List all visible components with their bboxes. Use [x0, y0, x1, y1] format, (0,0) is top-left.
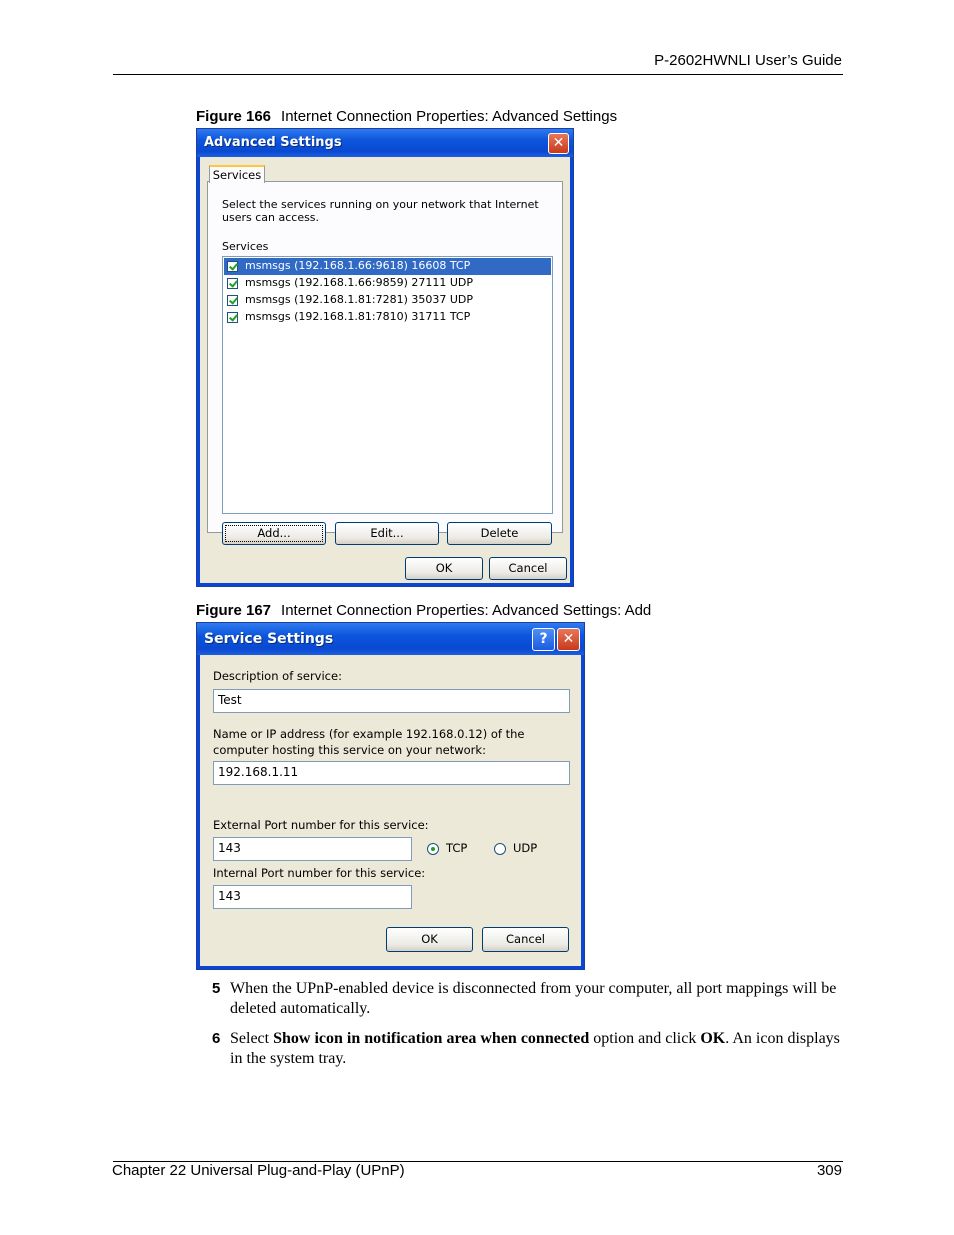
- tcp-radio[interactable]: [427, 843, 439, 855]
- tcp-label: TCP: [446, 841, 468, 855]
- checkbox-checked-icon[interactable]: [227, 261, 238, 272]
- service-row[interactable]: [224, 258, 551, 275]
- cancel-button[interactable]: Cancel: [482, 927, 569, 952]
- service-label: msmsgs (192.168.1.66:9859) 27111 UDP: [245, 276, 474, 289]
- checkbox-checked-icon[interactable]: [227, 278, 238, 289]
- step-6-text-mid: option and click: [589, 1030, 701, 1047]
- service-row[interactable]: [224, 309, 551, 326]
- header-rule: [113, 74, 843, 75]
- cancel-button[interactable]: Cancel: [489, 557, 567, 580]
- services-instruction: Select the services running on your network that Internet users can access.: [222, 198, 539, 224]
- step-6-ok-term: OK: [700, 1030, 726, 1047]
- step-6: [212, 1029, 842, 1069]
- checkbox-checked-icon[interactable]: [227, 295, 238, 306]
- service-row[interactable]: [224, 292, 551, 309]
- page-number: 309: [816, 1162, 842, 1179]
- step-6-option-name: Show icon in notification area when connected: [273, 1030, 590, 1047]
- step-6-text-post: . An icon displays in the system tray.: [230, 1030, 840, 1067]
- figure-167-caption: [196, 602, 651, 619]
- step-5-text: When the UPnP-enabled device is disconnected from your computer, all port mappings will be deleted automatically.: [230, 980, 837, 1017]
- services-label: Services: [222, 240, 269, 253]
- external-port-input[interactable]: 143: [213, 837, 412, 861]
- step-6-text-pre: Select: [230, 1030, 274, 1047]
- figure-166-caption: [196, 108, 617, 125]
- service-settings-title: Service Settings: [204, 631, 334, 647]
- service-label: msmsgs (192.168.1.81:7810) 31711 TCP: [245, 310, 471, 323]
- add-button[interactable]: Add...: [222, 522, 326, 545]
- figure-167-label: Figure 167: [196, 602, 272, 619]
- ok-button[interactable]: OK: [386, 927, 473, 952]
- service-label: msmsgs (192.168.1.81:7281) 35037 UDP: [245, 293, 474, 306]
- help-icon[interactable]: ?: [532, 628, 555, 651]
- figure-167-caption-text: Internet Connection Properties: Advanced Settings: Add: [281, 602, 652, 619]
- host-label-line-2: computer hosting this service on your network:: [213, 743, 486, 757]
- host-label: [213, 726, 525, 758]
- step-5-number: 5: [212, 980, 221, 997]
- service-settings-window: [196, 622, 585, 970]
- advanced-settings-title: Advanced Settings: [204, 135, 342, 150]
- udp-label: UDP: [513, 841, 538, 855]
- step-6-number: 6: [212, 1030, 221, 1047]
- tab-services[interactable]: Services: [209, 165, 265, 183]
- service-settings-title-bar[interactable]: [197, 623, 584, 655]
- service-row[interactable]: [224, 275, 551, 292]
- internal-port-label: Internal Port number for this service:: [213, 866, 426, 880]
- advanced-settings-body: [200, 157, 570, 583]
- step-5: [212, 979, 842, 1019]
- close-icon[interactable]: ✕: [557, 628, 580, 651]
- figure-166-label: Figure 166: [196, 108, 272, 125]
- figure-166-caption-text: Internet Connection Properties: Advanced Settings: [281, 108, 618, 125]
- description-label: Description of service:: [213, 669, 342, 683]
- advanced-settings-window: [196, 128, 574, 587]
- host-label-line-1: Name or IP address (for example 192.168.0.12) of the: [213, 727, 525, 741]
- close-icon[interactable]: ✕: [548, 133, 569, 154]
- guide-title: P-2602HWNLI User’s Guide: [654, 52, 842, 69]
- ok-button[interactable]: OK: [405, 557, 483, 580]
- step-6-text: [230, 1029, 842, 1069]
- services-list[interactable]: [222, 256, 553, 514]
- delete-button[interactable]: Delete: [447, 522, 552, 545]
- host-input[interactable]: 192.168.1.11: [213, 761, 570, 785]
- external-port-label: External Port number for this service:: [213, 818, 429, 832]
- advanced-settings-title-bar[interactable]: [197, 129, 573, 157]
- udp-radio[interactable]: [494, 843, 506, 855]
- internal-port-input[interactable]: 143: [213, 885, 412, 909]
- checkbox-checked-icon[interactable]: [227, 312, 238, 323]
- footer-chapter: Chapter 22 Universal Plug-and-Play (UPnP): [112, 1162, 405, 1179]
- edit-button[interactable]: Edit...: [335, 522, 439, 545]
- service-label: msmsgs (192.168.1.66:9618) 16608 TCP: [245, 259, 471, 272]
- services-tab-panel: [207, 181, 563, 540]
- description-input[interactable]: Test: [213, 689, 570, 713]
- service-settings-body: [200, 655, 581, 966]
